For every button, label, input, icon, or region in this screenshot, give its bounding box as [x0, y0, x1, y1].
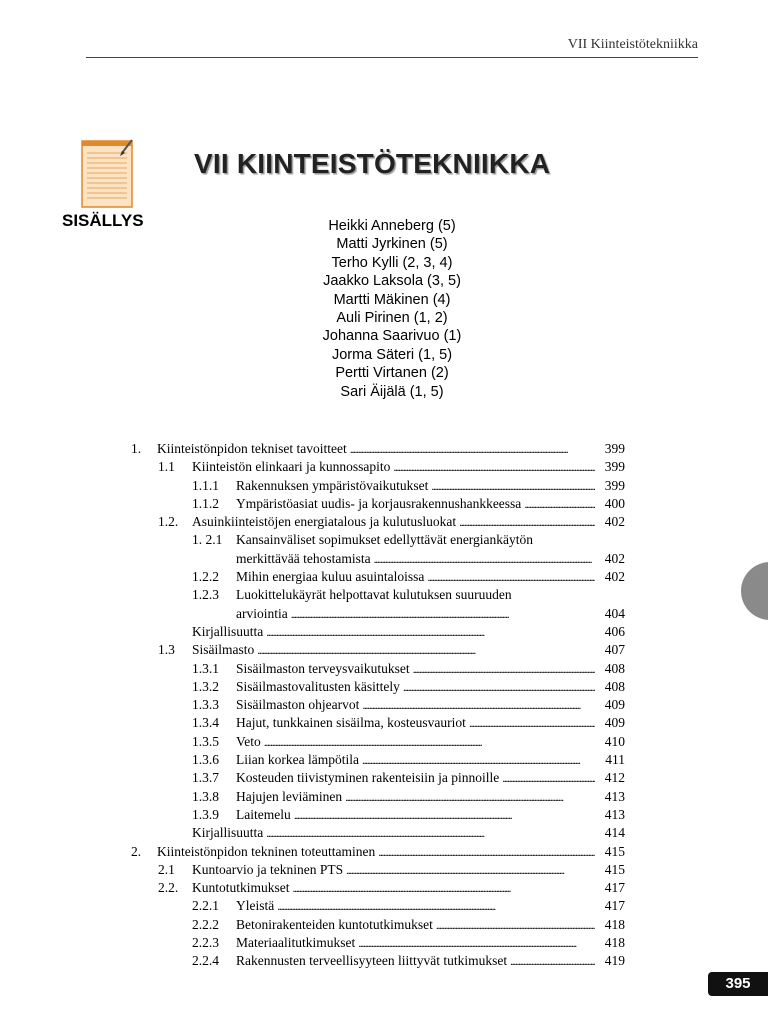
toc-title: Hajujen leviäminen: [236, 788, 343, 804]
toc-title: Ympäristöasiat uudis- ja korjausrakennushankkeessa: [236, 495, 522, 511]
toc-number: 2.1: [158, 861, 175, 877]
dot-leader: [393, 458, 595, 476]
page-number: 395: [708, 972, 768, 996]
toc-number: 1.3.8: [192, 788, 219, 804]
toc-page-number: 413: [604, 806, 625, 822]
toc-entry: [0, 843, 768, 861]
toc-entry: [0, 751, 768, 769]
dot-leader: [350, 440, 595, 458]
toc-title: Veto: [236, 733, 261, 749]
toc-page-number: 406: [604, 623, 625, 639]
toc-entry: [0, 769, 768, 787]
toc-entry: [0, 788, 768, 806]
toc-title: Kiinteistönpidon tekninen toteuttaminen: [157, 843, 376, 859]
dot-leader: [436, 916, 595, 934]
dot-leader: [358, 934, 595, 952]
toc-number: 1.3.5: [192, 733, 219, 749]
toc-number: 1.3.1: [192, 660, 219, 676]
toc-number: 2.2.1: [192, 898, 219, 914]
toc-entry: [0, 458, 768, 476]
toc-page-number: 399: [604, 441, 625, 456]
toc-page-number: 402: [604, 569, 625, 585]
toc-number: 1.3.4: [192, 715, 219, 731]
toc-title: Rakennuksen ympäristövaikutukset: [236, 477, 429, 493]
toc-page-number: 407: [604, 642, 625, 658]
dot-leader: [362, 751, 595, 769]
dot-leader: [502, 769, 595, 787]
toc-entry: [0, 733, 768, 751]
dot-leader: [374, 550, 595, 568]
toc-entry: [0, 568, 768, 586]
toc-title: Kosteuden tiivistyminen rakenteisiin ja pinnoille: [236, 770, 500, 786]
dot-leader: [362, 696, 595, 714]
toc-title: Kiinteistön elinkaari ja kunnossapito: [192, 459, 391, 475]
author-name: Jorma Säteri (1, 5): [331, 346, 453, 363]
toc-entry: [0, 916, 768, 934]
toc-number: 2.2.4: [192, 953, 219, 969]
notepad-icon: [80, 137, 136, 209]
dot-leader: [459, 513, 595, 531]
toc-page-number: 400: [604, 495, 625, 511]
author-name: Martti Mäkinen (4): [333, 291, 451, 308]
toc-title: merkittävää tehostamista: [236, 550, 371, 566]
running-head: VII Kiinteistötekniikka: [567, 37, 698, 52]
toc-entry: [0, 934, 768, 952]
toc-page-number: 415: [604, 861, 625, 877]
author-list: [242, 217, 542, 401]
toc-entry: [0, 714, 768, 732]
toc-page-number: 414: [604, 825, 625, 841]
toc-number: 1.1: [158, 459, 175, 475]
author-name: Johanna Saarivuo (1): [322, 328, 462, 345]
dot-leader: [346, 861, 595, 879]
toc-page-number: 408: [604, 660, 625, 676]
toc-number: 1.3: [158, 642, 175, 658]
toc-page-number: 413: [604, 788, 625, 804]
author-name: Pertti Virtanen (2): [335, 365, 449, 382]
dot-leader: [510, 952, 595, 970]
toc-page-number: 419: [604, 953, 625, 969]
dot-leader: [293, 879, 596, 897]
toc-number: 1.2.3: [192, 587, 219, 603]
toc-number: 1.: [131, 441, 142, 456]
toc-number: 2.2.2: [192, 916, 219, 932]
toc-page-number: 409: [604, 715, 625, 731]
dot-leader: [264, 733, 595, 751]
toc-entry: [0, 495, 768, 513]
toc-entry: [0, 531, 768, 549]
toc-number: 1.2.2: [192, 569, 219, 585]
toc-title: Mihin energiaa kuluu asuintaloissa: [236, 569, 425, 585]
toc-title: Sisäilmasto: [192, 642, 255, 658]
toc-title: Hajut, tunkkainen sisäilma, kosteusvauriot: [236, 715, 466, 731]
toc-title: Kiinteistönpidon tekniset tavoitteet: [157, 441, 347, 456]
dot-leader: [524, 495, 595, 513]
toc-title: Kansainväliset sopimukset edellyttävät energiankäytön: [236, 532, 534, 548]
toc-number: 1.3.2: [192, 678, 219, 694]
toc-entry: [0, 696, 768, 714]
dot-leader: [294, 806, 595, 824]
dot-leader: [277, 897, 595, 915]
toc-number: 1.3.3: [192, 697, 219, 713]
toc-entry: [0, 477, 768, 495]
toc-entry: [0, 678, 768, 696]
author-name: Terho Kylli (2, 3, 4): [331, 254, 453, 271]
toc-entry: [0, 952, 768, 970]
dot-leader: [266, 623, 595, 641]
toc-title: Kuntoarvio ja tekninen PTS: [192, 861, 344, 877]
toc-title: Betonirakenteiden kuntotutkimukset: [236, 916, 433, 932]
dot-leader: [291, 605, 595, 623]
dot-leader: [427, 568, 595, 586]
chapter-title: VII KIINTEISTÖTEKNIIKKA: [194, 148, 551, 179]
toc-entry: [0, 550, 768, 568]
toc-number: 2.: [131, 843, 142, 859]
toc-entry: [0, 806, 768, 824]
toc-page-number: 410: [604, 733, 625, 749]
toc-page-number: 399: [604, 477, 625, 493]
toc-page-number: 417: [604, 898, 625, 914]
table-of-contents: [0, 440, 768, 971]
toc-entry: [0, 605, 768, 623]
toc-number: 2.2.3: [192, 935, 219, 951]
toc-entry: [0, 641, 768, 659]
dot-leader: [413, 660, 595, 678]
toc-title: Kirjallisuutta: [192, 825, 264, 841]
toc-number: 2.2.: [158, 880, 179, 896]
toc-entry: [0, 513, 768, 531]
toc-entry: [0, 440, 768, 458]
toc-number: 1.3.6: [192, 752, 219, 768]
toc-title: Asuinkiinteistöjen energiatalous ja kulutusluokat: [192, 514, 457, 530]
toc-entry: [0, 879, 768, 897]
toc-page-number: 415: [604, 843, 625, 859]
header-rule: [86, 57, 698, 58]
dot-leader: [431, 477, 595, 495]
toc-title: Yleistä: [236, 898, 275, 914]
toc-title: Rakennusten terveellisyyteen liittyvät tutkimukset: [236, 953, 508, 969]
author-name: Auli Pirinen (1, 2): [336, 310, 448, 327]
author-name: Heikki Anneberg (5): [328, 218, 456, 234]
toc-page-number: 409: [604, 697, 625, 713]
toc-entry: [0, 660, 768, 678]
toc-page-number: 411: [605, 752, 625, 768]
toc-title: Kuntotutkimukset: [192, 880, 290, 896]
toc-number: 1.2.: [158, 514, 179, 530]
toc-title: Luokittelukäyrät helpottavat kulutuksen suuruuden: [236, 587, 512, 603]
dot-leader: [378, 843, 595, 861]
toc-entry: [0, 623, 768, 641]
author-name: Matti Jyrkinen (5): [336, 236, 448, 253]
dot-leader: [257, 641, 595, 659]
toc-title: Kirjallisuutta: [192, 623, 264, 639]
dot-leader: [345, 788, 595, 806]
toc-page-number: 402: [604, 550, 625, 566]
toc-title: Liian korkea lämpötila: [236, 752, 359, 768]
toc-title: arviointia: [236, 605, 288, 621]
dot-leader: [469, 714, 595, 732]
toc-page-number: 418: [604, 935, 625, 951]
toc-page-number: 408: [604, 678, 625, 694]
author-name: Sari Äijälä (1, 5): [340, 383, 444, 400]
toc-page-number: 412: [604, 770, 625, 786]
toc-number: 1.1.2: [192, 495, 219, 511]
toc-title: Laitemelu: [236, 806, 291, 822]
toc-title: Sisäilmastovalitusten käsittely: [236, 678, 400, 694]
toc-entry: [0, 897, 768, 915]
toc-entry: [0, 824, 768, 842]
toc-number: 1.1.1: [192, 477, 219, 493]
toc-page-number: 418: [604, 916, 625, 932]
toc-title: Materiaalitutkimukset: [236, 935, 356, 951]
toc-title: Sisäilmaston ohjearvot: [236, 697, 360, 713]
section-label: SISÄLLYS: [62, 211, 144, 230]
author-name: Jaakko Laksola (3, 5): [323, 273, 461, 290]
toc-page-number: 404: [604, 605, 625, 621]
toc-page-number: 417: [604, 880, 625, 896]
toc-entry: [0, 861, 768, 879]
toc-page-number: 399: [604, 459, 625, 475]
toc-number: 1.3.7: [192, 770, 219, 786]
toc-entry: [0, 586, 768, 604]
toc-page-number: 402: [604, 514, 625, 530]
toc-number: 1.3.9: [192, 806, 219, 822]
toc-number: 1. 2.1: [192, 532, 223, 548]
dot-leader: [403, 678, 595, 696]
toc-title: Sisäilmaston terveysvaikutukset: [236, 660, 410, 676]
dot-leader: [266, 824, 595, 842]
